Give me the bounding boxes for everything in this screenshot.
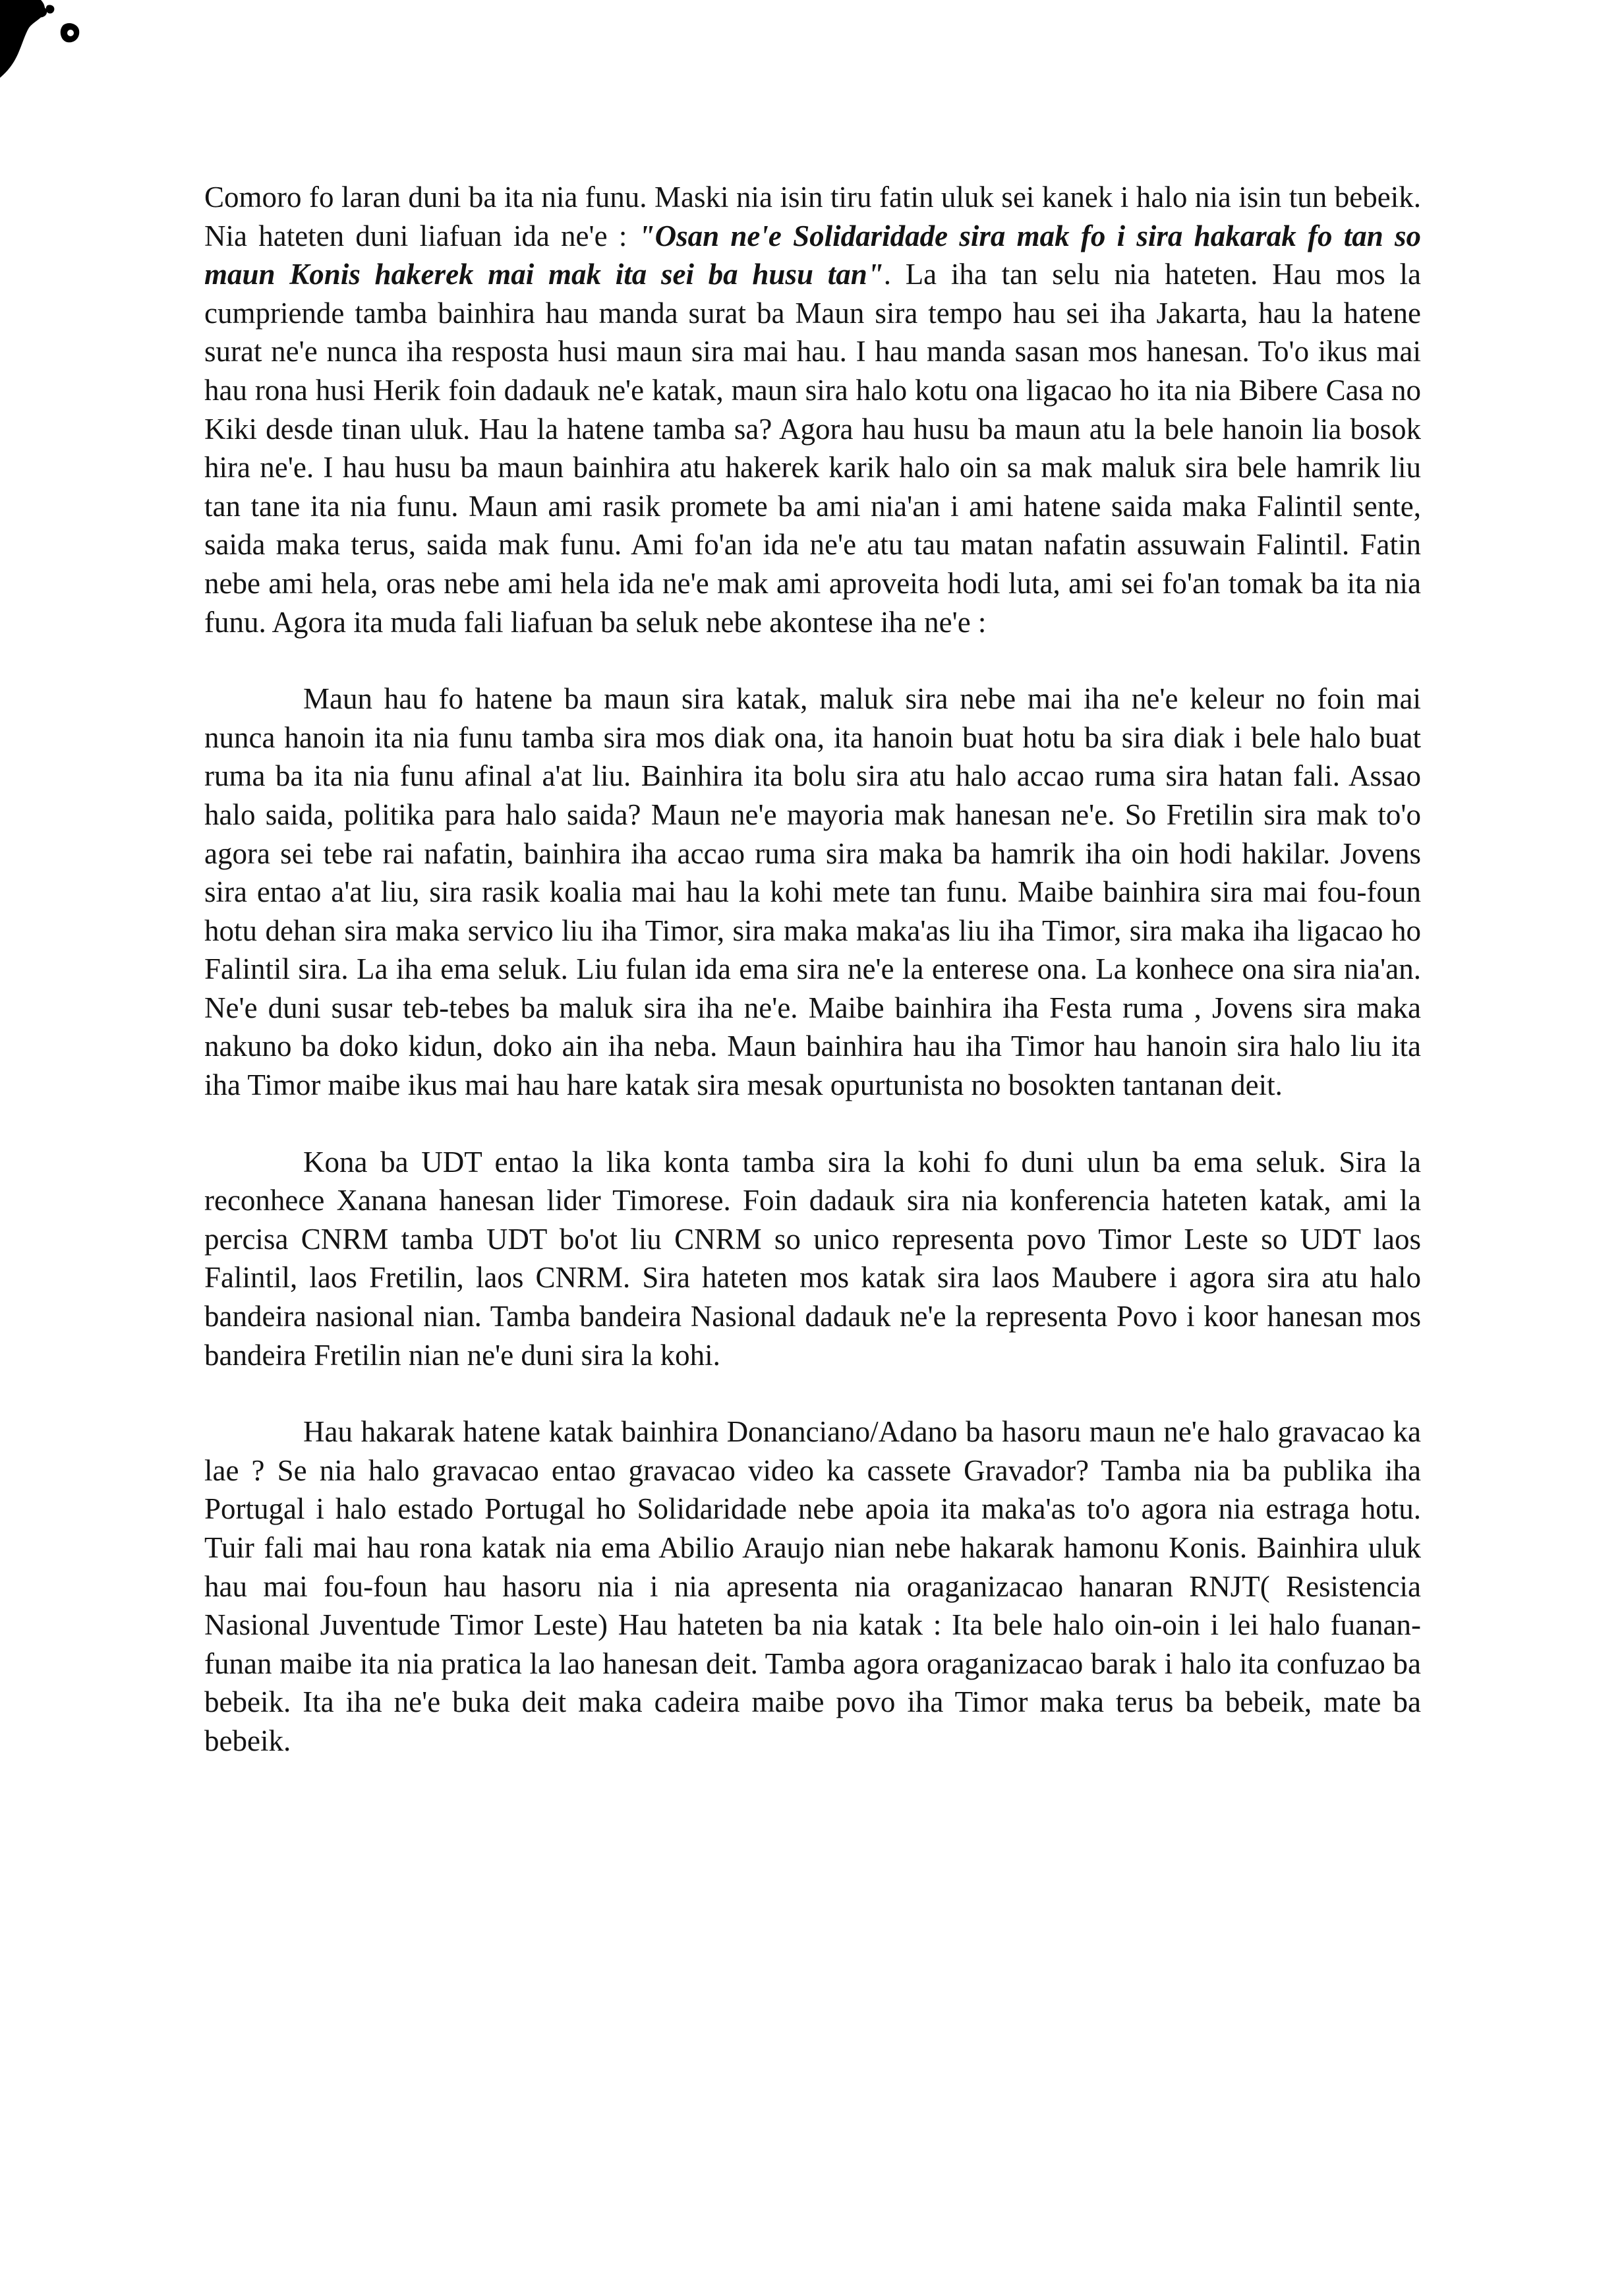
paragraph-spacer <box>204 1105 1421 1143</box>
paragraph-4: Hau hakarak hatene katak bainhira Donanciano/Adano ba hasoru maun ne'e halo gravacao ka lae ? Se nia halo gravacao entao gravacao video ka cassete Gravador? Tamba nia ba publika iha Portugal i halo estado Portugal ho Solidaridade nebe apoia ita maka'as to'o agora nia estraga hotu. Tuir fali mai hau rona katak nia ema Abilio Araujo nian nebe hakarak hamonu Konis. Bainhira uluk hau mai fou-foun hau hasoru nia i nia apresenta nia oraganizacao hanaran RNJT( Resistencia Nasional Juventude Timor Leste) Hau hateten ba nia katak : Ita bele halo oin-oin i lei halo fuanan-funan maibe ita nia pratica la lao hanesan deit. Tamba agora oraganizacao barak i halo ita confuzao ba bebeik. Ita iha ne'e buka deit maka cadeira maibe povo iha Timor maka terus ba bebeik, mate ba bebeik. <box>204 1415 1421 1757</box>
ink-blot-mark <box>0 0 86 79</box>
paragraph-spacer <box>204 1374 1421 1413</box>
document-body <box>204 178 1421 1761</box>
emphasized-quote: "Osan ne'e Solidaridade sira mak fo i sira hakarak fo tan so maun Konis hakerek mai mak ita sei ba husu tan" <box>204 219 1421 291</box>
paragraph-3: Kona ba UDT entao la lika konta tamba sira la kohi fo duni ulun ba ema seluk. Sira la reconhece Xanana hanesan lider Timorese. Foin dadauk sira nia konferencia hateten katak, ami la percisa CNRM tamba UDT bo'ot liu CNRM so unico representa povo Timor Leste so UDT laos Falintil, laos Fretilin, laos CNRM. Sira hateten mos katak sira laos Maubere i agora sira atu halo bandeira nasional nian. Tamba bandeira Nasional dadauk ne'e la representa Povo i koor hanesan mos bandeira Fretilin nian ne'e duni sira la kohi. <box>204 1145 1421 1372</box>
paragraph-1 <box>204 178 1421 641</box>
paragraph-2: Maun hau fo hatene ba maun sira katak, maluk sira nebe mai iha ne'e keleur no foin mai nunca hanoin ita nia funu tamba sira mos diak ona, ita hanoin buat hotu ba sira diak i bele halo buat ruma ba ita nia funu afinal a'at liu. Bainhira ita bolu sira atu halo accao ruma sira hatan fali. Assao halo saida, politika para halo saida? Maun ne'e mayoria mak hanesan ne'e. So Fretilin sira mak to'o agora sei tebe rai nafatin, bainhira iha accao ruma sira maka ba hamrik iha oin hodi hakilar. Jovens sira entao a'at liu, sira rasik koalia mai hau la kohi mete tan funu. Maibe bainhira sira mai fou-foun hotu dehan sira maka servico liu iha Timor, sira maka maka'as liu iha Timor, sira maka iha ligacao ho Falintil sira. La iha ema seluk. Liu fulan ida ema sira ne'e la enterese ona. La konhece ona sira nia'an. Ne'e duni susar teb-tebes ba maluk sira iha ne'e. Maibe bainhira iha Festa ruma , Jovens sira maka nakuno ba doko kidun, doko ain iha neba. Maun bainhira hau iha Timor hau hanoin sira halo liu ita iha Timor maibe ikus mai hau hare katak sira mesak opurtunista no bosokten tantanan deit. <box>204 682 1421 1102</box>
paragraph-1-text-end: . La iha tan selu nia hateten. Hau mos la cumpriende tamba bainhira hau manda surat ba Maun sira tempo hau sei iha Jakarta, hau la hatene surat ne'e nunca iha resposta husi maun sira mai hau. I hau manda sasan mos hanesan. To'o ikus mai hau rona husi Herik foin dadauk ne'e katak, maun sira halo kotu ona ligacao ho ita nia Bibere Casa no Kiki desde tinan uluk. Hau la hatene tamba sa? Agora hau husu ba maun atu la bele hanoin lia bosok hira ne'e. I hau husu ba maun bainhira atu hakerek karik halo oin sa mak maluk sira bele hamrik liu tan tane ita nia funu. Maun ami rasik promete ba ami nia'an i ami hatene saida maka Falintil sente, saida maka terus, saida mak funu. Ami fo'an ida ne'e atu tau matan nafatin assuwain Falintil. Fatin nebe ami hela, oras nebe ami hela ida ne'e mak ami aproveita hodi luta, ami sei fo'an tomak ba ita nia funu. Agora ita muda fali liafuan ba seluk nebe akontese iha ne'e : <box>204 258 1421 639</box>
paragraph-1-text-start: Comoro fo laran duni ba ita nia funu. Maski nia isin tiru fatin uluk sei kanek i halo nia isin tun bebeik. Nia hateten duni liafuan ida ne'e : <box>204 181 1421 252</box>
paragraph-spacer <box>204 641 1421 680</box>
